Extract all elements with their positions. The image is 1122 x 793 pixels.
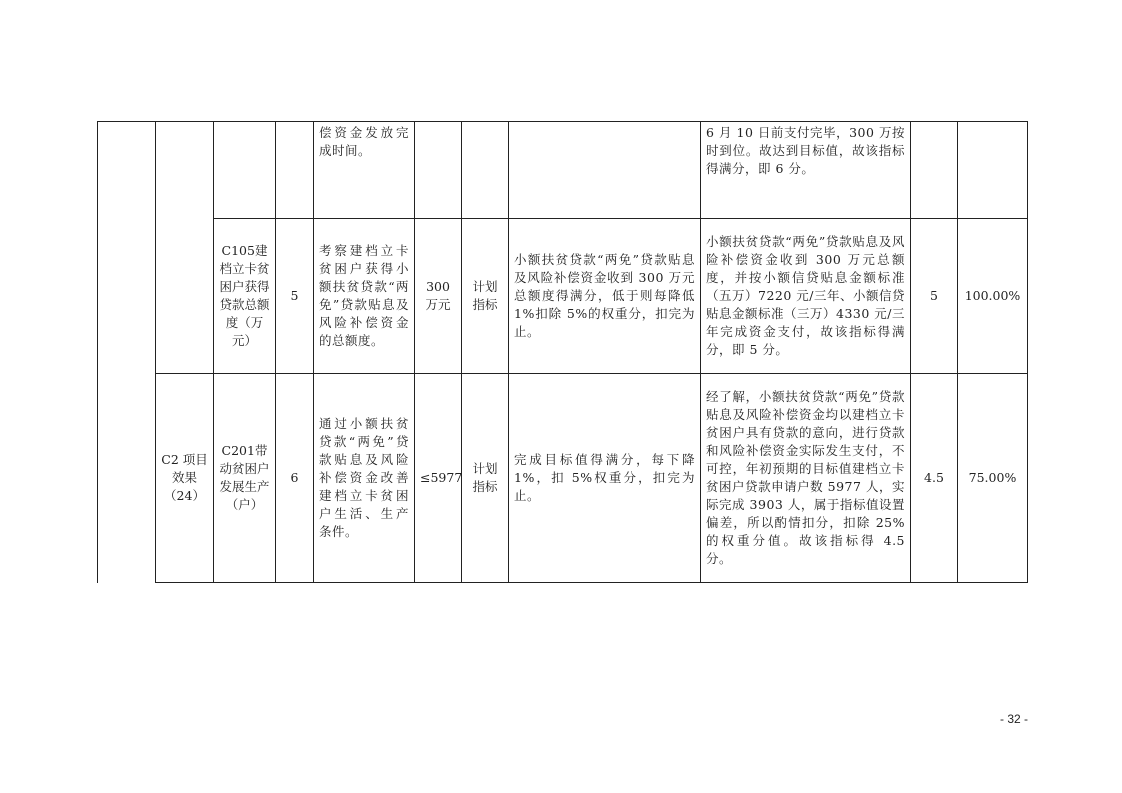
indicator-cell: C201带动贫困户发展生产（户） (214, 374, 276, 583)
evaluation-table (97, 121, 1028, 583)
weight-cell: 5 (276, 219, 314, 374)
weight-cell (276, 122, 314, 219)
description-cell: 考察建档立卡贫困户获得小额扶贫贷款“两免”贷款贴息及风险补偿资金的总额度。 (314, 219, 415, 374)
category-cell: C2 项目效果（24） (156, 374, 214, 583)
standard-cell (509, 122, 701, 219)
page-number: - 32 - (1000, 712, 1029, 726)
target-cell: ≤5977 (415, 374, 462, 583)
description-cell: 通过小额扶贫贷款“两免”贷款贴息及风险补偿资金改善建档立卡贫困户生活、生产条件。 (314, 374, 415, 583)
target-cell (415, 122, 462, 219)
analysis-cell: 6 月 10 日前支付完毕，300 万按时到位。故达到目标值，故该指标得满分，即 6 分。 (701, 122, 911, 219)
target-type-cell: 计划指标 (462, 219, 509, 374)
standard-cell: 小额扶贫贷款“两免”贷款贴息及风险补偿资金收到 300 万元总额度得满分，低于则每降低 1%扣除 5%的权重分，扣完为止。 (509, 219, 701, 374)
analysis-cell: 经了解，小额扶贫贷款“两免”贷款贴息及风险补偿资金均以建档立卡贫困户具有贷款的意向，进行贷款和风险补偿资金实际发生支付，不可控，年初预期的目标值建档立卡贫困户贷款申请户数 5977 人，实际完成 3903 人，属于指标值设置偏差，所以酌情扣分，扣除 25%的权重分值。故该指标得 4.5 分。 (701, 374, 911, 583)
standard-cell: 完成目标值得满分，每下降 1%，扣 5%权重分，扣完为止。 (509, 374, 701, 583)
target-cell: 300万元 (415, 219, 462, 374)
table-row (98, 374, 1028, 583)
analysis-cell: 小额扶贫贷款“两免”贷款贴息及风险补偿资金收到 300 万元总额度，并按小额信贷贴息金额标准（五万）7220 元/三年、小额信贷贴息金额标准（三万）4330 元/三年完成资金支付，故该指标得满分，即 5 分。 (701, 219, 911, 374)
score-cell: 5 (911, 219, 958, 374)
level1-cell (98, 122, 156, 583)
table-row (98, 122, 1028, 219)
score-cell (911, 122, 958, 219)
score-cell: 4.5 (911, 374, 958, 583)
description-cell: 偿资金发放完成时间。 (314, 122, 415, 219)
rate-cell (958, 122, 1028, 219)
category-cell (156, 122, 214, 374)
rate-cell: 75.00% (958, 374, 1028, 583)
rate-cell: 100.00% (958, 219, 1028, 374)
target-type-cell (462, 122, 509, 219)
weight-cell: 6 (276, 374, 314, 583)
target-type-cell: 计划指标 (462, 374, 509, 583)
indicator-cell: C105建档立卡贫困户获得贷款总额度（万元） (214, 219, 276, 374)
table-row (98, 219, 1028, 374)
indicator-cell (214, 122, 276, 219)
